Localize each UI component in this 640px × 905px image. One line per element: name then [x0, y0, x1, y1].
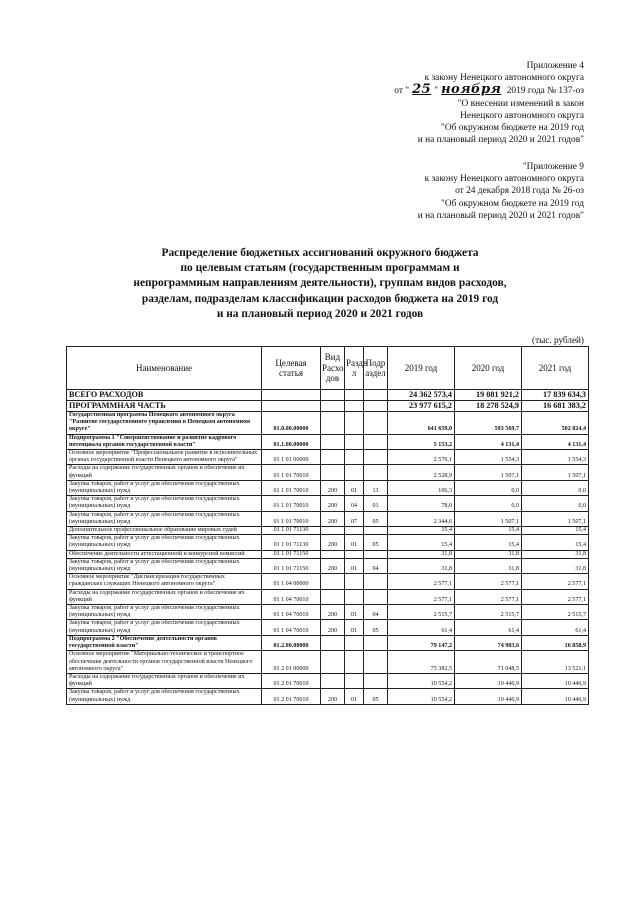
cell-podrazdel — [364, 574, 388, 589]
col-header-name: Наименование — [67, 347, 262, 390]
cell-name: Расходы на содержание государственных органов и обеспечение их функций — [67, 589, 262, 604]
cell-vid — [321, 450, 345, 465]
table-row — [67, 535, 589, 550]
cell-y2019: 15,4 — [388, 535, 455, 550]
table-header-row — [67, 347, 589, 390]
budget-table — [66, 346, 589, 705]
col-header-article: Целевая статья — [262, 347, 321, 390]
cell-article: 01 1 01 70010 — [262, 480, 321, 495]
cell-article: 01.1.00.00000 — [262, 434, 321, 449]
cell-article: 01 2 01 00000 — [262, 651, 321, 674]
cell-vid — [321, 390, 345, 401]
law-date-line: от 24 декабря 2018 года № 26-оз — [455, 186, 584, 197]
cell-y2020: 0,0 — [455, 480, 522, 495]
cell-razdel: 01 — [345, 605, 364, 620]
cell-vid — [321, 589, 345, 604]
cell-y2019: 15,4 — [388, 527, 455, 535]
cell-razdel — [345, 527, 364, 535]
cell-razdel: 07 — [345, 511, 364, 526]
cell-razdel — [345, 651, 364, 674]
document-title — [60, 246, 580, 322]
cell-podrazdel: 04 — [364, 558, 388, 573]
cell-y2021: 0,0 — [522, 496, 589, 511]
cell-podrazdel — [364, 465, 388, 480]
cell-y2021: 1 507,1 — [522, 511, 589, 526]
table-row — [67, 574, 589, 589]
cell-name: Расходы на содержание государственных органов и обеспечение их функций — [67, 673, 262, 688]
cell-y2021: 0,0 — [522, 480, 589, 495]
date-suffix: 2019 года № 137-оз — [504, 86, 584, 97]
cell-y2021: 1 554,3 — [522, 450, 589, 465]
appendix-label: "Приложение 9 — [522, 162, 584, 172]
cell-name: ПРОГРАММНАЯ ЧАСТЬ — [67, 401, 262, 412]
cell-podrazdel — [364, 412, 388, 435]
cell-podrazdel — [364, 589, 388, 604]
law-title-line: "Об окружном бюджете на 2019 год — [441, 198, 584, 209]
cell-vid — [321, 550, 345, 558]
cell-y2019: 10 554,2 — [388, 689, 455, 704]
law-date-line — [394, 84, 584, 97]
table-row — [67, 550, 589, 558]
cell-vid — [321, 527, 345, 535]
cell-razdel — [345, 574, 364, 589]
cell-y2021: 1 507,1 — [522, 465, 589, 480]
units-label: (тыс. рублей) — [532, 335, 584, 345]
cell-name: Государственная программа Ненецкого автономного округа "Развитие государственного управления в Ненецком автономном округе" — [67, 412, 262, 435]
cell-y2020: 2 577,1 — [455, 589, 522, 604]
cell-y2021: 2 577,1 — [522, 574, 589, 589]
cell-y2020: 19 081 921,2 — [455, 390, 522, 401]
table-row — [67, 635, 589, 650]
cell-name: Закупка товаров, работ и услуг для обеспечения государственных (муниципальных) нужд — [67, 605, 262, 620]
col-header-2020: 2020 год — [455, 347, 522, 390]
cell-y2019: 24 362 573,4 — [388, 390, 455, 401]
cell-podrazdel — [364, 401, 388, 412]
amending-law-header — [394, 60, 584, 146]
table-row — [67, 450, 589, 465]
cell-name: Основное мероприятие "Материально-техническое и транспортное обеспечение деятельности органов государственной власти Ненецкого автономного округа" — [67, 651, 262, 674]
cell-article: 01 1 01 70010 — [262, 496, 321, 511]
cell-y2021: 31,8 — [522, 550, 589, 558]
cell-name: Закупка товаров, работ и услуг для обеспечения государственных (муниципальных) нужд — [67, 689, 262, 704]
cell-article: 01 1 04 70010 — [262, 589, 321, 604]
cell-y2020: 10 446,9 — [455, 673, 522, 688]
cell-y2021: 15,4 — [522, 535, 589, 550]
cell-podrazdel — [364, 635, 388, 650]
cell-podrazdel — [364, 550, 388, 558]
cell-razdel: 01 — [345, 480, 364, 495]
cell-article: 01 1 04 00000 — [262, 574, 321, 589]
cell-name: Основное мероприятие "Диспансеризация государственных гражданских служащих Ненецкого автономного округа" — [67, 574, 262, 589]
cell-y2020: 31,8 — [455, 550, 522, 558]
cell-y2020: 15,4 — [455, 527, 522, 535]
cell-y2019: 75 382,5 — [388, 651, 455, 674]
cell-vid: 200 — [321, 511, 345, 526]
cell-article: 01.0.00.00000 — [262, 412, 321, 435]
cell-name: Закупка товаров, работ и услуг для обеспечения государственных (муниципальных) нужд — [67, 480, 262, 495]
title-line: разделам, подразделам классификации расходов бюджета на 2019 год — [141, 292, 499, 305]
cell-y2021: 15,4 — [522, 527, 589, 535]
table-row — [67, 527, 589, 535]
law-title-line: "Об окружном бюджете на 2019 год — [441, 123, 584, 134]
cell-y2019: 641 659,0 — [388, 412, 455, 435]
cell-y2019: 2 528,9 — [388, 465, 455, 480]
table-row — [67, 434, 589, 449]
cell-razdel — [345, 450, 364, 465]
cell-article — [262, 401, 321, 412]
cell-article: 01 2 01 70010 — [262, 689, 321, 704]
table-row — [67, 412, 589, 435]
cell-y2019: 2 515,7 — [388, 605, 455, 620]
date-mid: " — [434, 86, 439, 97]
cell-vid — [321, 465, 345, 480]
cell-name: Закупка товаров, работ и услуг для обеспечения государственных (муниципальных) нужд — [67, 535, 262, 550]
cell-name: Подпрограмма 2 "Обеспечение деятельности органов государственной власти" — [67, 635, 262, 650]
cell-razdel: 01 — [345, 689, 364, 704]
cell-y2019: 10 554,2 — [388, 673, 455, 688]
cell-y2021: 2 515,7 — [522, 605, 589, 620]
cell-razdel — [345, 635, 364, 650]
cell-y2021: 4 131,4 — [522, 434, 589, 449]
title-line: по целевым статьям (государственным программам и — [180, 262, 460, 275]
cell-razdel: 01 — [345, 535, 364, 550]
cell-name: Расходы на содержание государственных органов и обеспечение их функций — [67, 465, 262, 480]
cell-vid: 200 — [321, 535, 345, 550]
cell-y2019: 2 577,1 — [388, 574, 455, 589]
cell-vid: 200 — [321, 496, 345, 511]
cell-vid — [321, 574, 345, 589]
law-reference: к закону Ненецкого автономного округа — [424, 174, 584, 185]
cell-vid — [321, 434, 345, 449]
cell-razdel: 01 — [345, 620, 364, 635]
cell-vid: 200 — [321, 480, 345, 495]
cell-y2021: 31,8 — [522, 558, 589, 573]
cell-article: 01.2.00.00000 — [262, 635, 321, 650]
cell-podrazdel — [364, 527, 388, 535]
cell-y2019: 5 153,2 — [388, 434, 455, 449]
cell-y2019: 23 977 615,2 — [388, 401, 455, 412]
cell-podrazdel: 05 — [364, 620, 388, 635]
table-row — [67, 673, 589, 688]
cell-y2020: 2 577,1 — [455, 574, 522, 589]
date-prefix: от " — [394, 86, 410, 97]
cell-y2019: 2 576,1 — [388, 450, 455, 465]
cell-name: Закупка товаров, работ и услуг для обеспечения государственных (муниципальных) нужд — [67, 511, 262, 526]
col-header-razdel: Разде л — [345, 347, 364, 390]
cell-name: Подпрограмма 1 "Совершенствование и развитие кадрового потенциала органов государственной власти" — [67, 434, 262, 449]
cell-vid — [321, 635, 345, 650]
cell-y2020: 15,4 — [455, 535, 522, 550]
cell-razdel — [345, 434, 364, 449]
cell-y2019: 31,8 — [388, 550, 455, 558]
title-line: Распределение бюджетных ассигнований окружного бюджета — [161, 247, 479, 259]
cell-article: 01 2 01 70010 — [262, 673, 321, 688]
table-row — [67, 511, 589, 526]
law-title-line: "О внесении изменений в закон — [457, 98, 584, 109]
table-row — [67, 401, 589, 412]
original-law-header — [418, 161, 584, 222]
cell-razdel — [345, 390, 364, 401]
cell-name: Закупка товаров, работ и услуг для обеспечения государственных (муниципальных) нужд — [67, 558, 262, 573]
cell-podrazdel: 13 — [364, 480, 388, 495]
law-title-line: и на плановый период 2020 и 2021 годов" — [417, 135, 584, 146]
table-row — [67, 480, 589, 495]
cell-y2021: 10 446,9 — [522, 689, 589, 704]
title-line: и на плановый период 2020 и 2021 годов — [216, 307, 424, 320]
col-header-2019: 2019 год — [388, 347, 455, 390]
cell-y2020: 18 278 524,9 — [455, 401, 522, 412]
cell-vid: 200 — [321, 689, 345, 704]
cell-name: Закупка товаров, работ и услуг для обеспечения государственных (муниципальных) нужд — [67, 496, 262, 511]
cell-podrazdel — [364, 673, 388, 688]
cell-vid — [321, 401, 345, 412]
cell-y2021: 16 681 383,2 — [522, 401, 589, 412]
cell-y2020: 31,8 — [455, 558, 522, 573]
cell-article: 01 1 01 71130 — [262, 535, 321, 550]
cell-razdel — [345, 465, 364, 480]
table-row — [67, 689, 589, 704]
cell-article: 01 1 01 71130 — [262, 527, 321, 535]
table-row — [67, 620, 589, 635]
cell-vid: 200 — [321, 558, 345, 573]
cell-y2021: 16 858,9 — [522, 635, 589, 650]
cell-article — [262, 390, 321, 401]
cell-y2021: 17 839 634,3 — [522, 390, 589, 401]
cell-y2019: 78,0 — [388, 496, 455, 511]
cell-podrazdel: 05 — [364, 511, 388, 526]
cell-y2020: 61,4 — [455, 620, 522, 635]
cell-y2020: 2 515,7 — [455, 605, 522, 620]
cell-y2021: 61,4 — [522, 620, 589, 635]
cell-podrazdel — [364, 390, 388, 401]
cell-y2019: 31,8 — [388, 558, 455, 573]
table-row — [67, 605, 589, 620]
cell-y2020: 1 507,1 — [455, 465, 522, 480]
cell-y2019: 61,4 — [388, 620, 455, 635]
cell-y2021: 502 824,4 — [522, 412, 589, 435]
cell-podrazdel: 05 — [364, 689, 388, 704]
cell-y2020: 1 507,1 — [455, 511, 522, 526]
cell-razdel — [345, 401, 364, 412]
cell-name: Обеспечение деятельности аттестационной и конкурсной комиссий — [67, 550, 262, 558]
title-line: непрограммным направлениям деятельности), группам видов расходов, — [133, 277, 507, 290]
cell-article: 01 1 01 70010 — [262, 465, 321, 480]
table-row — [67, 465, 589, 480]
cell-y2020: 0,0 — [455, 496, 522, 511]
cell-name: Закупка товаров, работ и услуг для обеспечения государственных (муниципальных) нужд — [67, 620, 262, 635]
cell-y2019: 106,3 — [388, 480, 455, 495]
col-header-podrazdel: Подр аздел — [364, 347, 388, 390]
col-header-vid: Вид Расхо дов — [321, 347, 345, 390]
cell-article: 01 1 04 70010 — [262, 620, 321, 635]
cell-podrazdel: 05 — [364, 535, 388, 550]
cell-y2019: 79 147,2 — [388, 635, 455, 650]
law-reference: к закону Ненецкого автономного округа — [424, 73, 584, 84]
cell-razdel: 04 — [345, 496, 364, 511]
cell-article: 01 1 01 71150 — [262, 558, 321, 573]
cell-razdel — [345, 673, 364, 688]
handwritten-day: 25 — [412, 82, 432, 98]
cell-y2020: 4 131,4 — [455, 434, 522, 449]
cell-vid — [321, 673, 345, 688]
cell-vid — [321, 412, 345, 435]
cell-y2020: 10 446,9 — [455, 689, 522, 704]
cell-name: Основное мероприятие "Профессиональное развитие в исполнительных органах государственной власти Ненецкого автономного округа" — [67, 450, 262, 465]
appendix-label: Приложение 4 — [526, 61, 584, 71]
cell-y2021: 13 521,1 — [522, 651, 589, 674]
cell-vid: 200 — [321, 620, 345, 635]
cell-article: 01 1 04 70010 — [262, 605, 321, 620]
cell-podrazdel: 04 — [364, 605, 388, 620]
cell-name: Дополнительное профессиональное образование мировых судей — [67, 527, 262, 535]
handwritten-month: ноября — [441, 82, 502, 98]
table-row — [67, 558, 589, 573]
cell-article: 01 1 01 00000 — [262, 450, 321, 465]
cell-y2021: 2 577,1 — [522, 589, 589, 604]
cell-podrazdel — [364, 651, 388, 674]
cell-y2020: 71 048,5 — [455, 651, 522, 674]
table-row — [67, 651, 589, 674]
cell-y2020: 593 569,7 — [455, 412, 522, 435]
cell-vid — [321, 651, 345, 674]
cell-razdel: 01 — [345, 558, 364, 573]
col-header-2021: 2021 год — [522, 347, 589, 390]
law-title-line: и на плановый период 2020 и 2021 годов" — [417, 210, 584, 221]
cell-podrazdel — [364, 434, 388, 449]
cell-vid: 200 — [321, 605, 345, 620]
cell-y2020: 74 903,6 — [455, 635, 522, 650]
cell-y2021: 10 446,9 — [522, 673, 589, 688]
table-row — [67, 496, 589, 511]
cell-name: ВСЕГО РАСХОДОВ — [67, 390, 262, 401]
cell-article: 01 1 01 71150 — [262, 550, 321, 558]
cell-razdel — [345, 589, 364, 604]
cell-podrazdel: 01 — [364, 496, 388, 511]
cell-article: 01 1 01 70010 — [262, 511, 321, 526]
table-row — [67, 589, 589, 604]
table-row — [67, 390, 589, 401]
cell-razdel — [345, 550, 364, 558]
cell-y2020: 1 554,3 — [455, 450, 522, 465]
cell-podrazdel — [364, 450, 388, 465]
law-title-line: Ненецкого автономного округа — [460, 110, 584, 121]
cell-y2019: 2 344,6 — [388, 511, 455, 526]
cell-y2019: 2 577,1 — [388, 589, 455, 604]
cell-razdel — [345, 412, 364, 435]
